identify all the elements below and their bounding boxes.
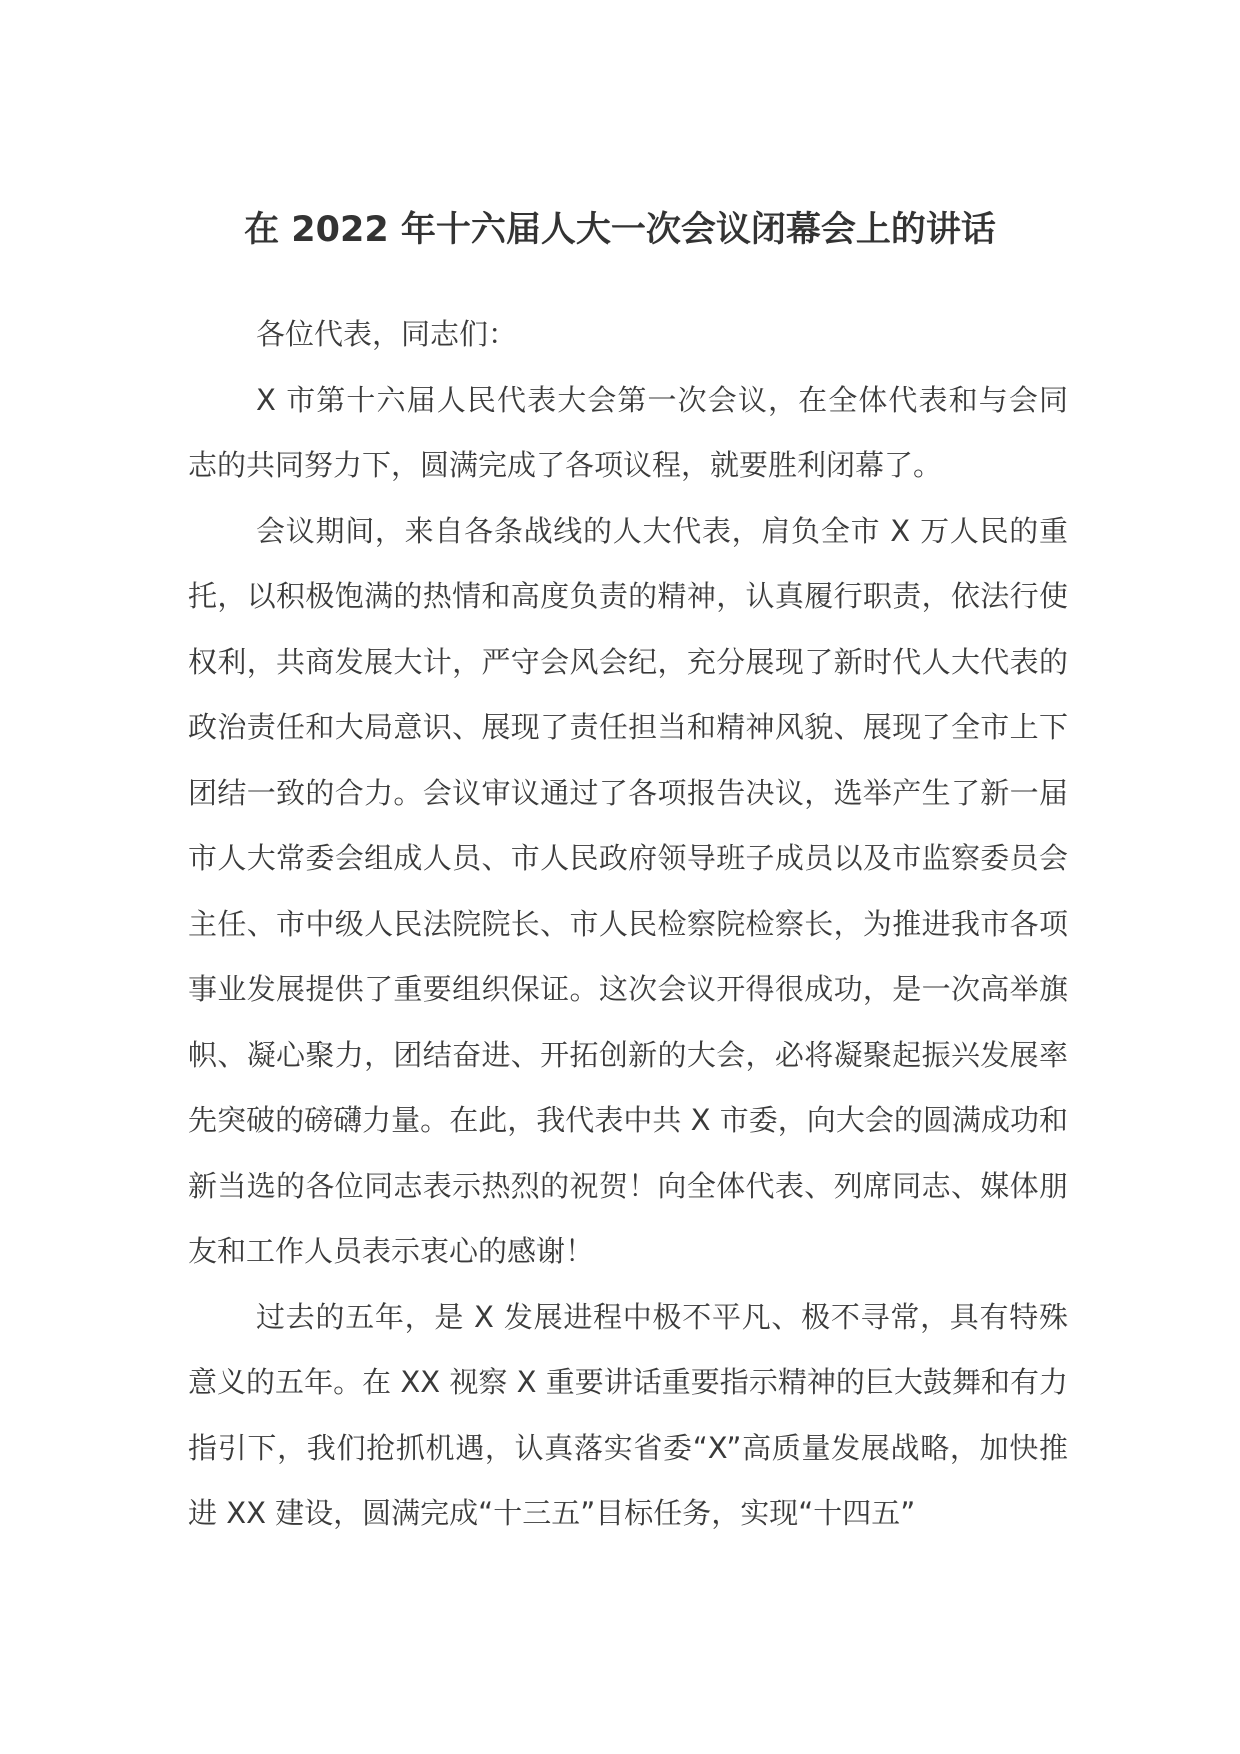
- paragraph-past-five-years: 过去的五年，是 X 发展进程中极不平凡、极不寻常，具有特殊意义的五年。在 XX 视察 X 重要讲话重要指示精神的巨大鼓舞和有力指引下，我们抢抓机遇，认真落实省委“X”高质量发展战略，加快推进 XX 建设，圆满完成“十三五”目标任务，实现“十四五”: [188, 1299, 1068, 1530]
- document-title: 在 2022 年十六届人大一次会议闭幕会上的讲话: [244, 210, 996, 250]
- paragraph-opening: X 市第十六届人民代表大会第一次会议，在全体代表和与会同志的共同努力下，圆满完成了各项议程，就要胜利闭幕了。: [188, 382, 1068, 482]
- document-body: [188, 302, 1068, 1547]
- paragraph-greeting: 各位代表，同志们：: [256, 317, 518, 351]
- paragraph-meeting-summary: 会议期间，来自各条战线的人大代表，肩负全市 X 万人民的重托，以积极饱满的热情和高度负责的精神，认真履行职责，依法行使权利，共商发展大计，严守会风会纪，充分展现了新时代人大代表的政治责任和大局意识、展现了责任担当和精神风貌、展现了全市上下团结一致的合力。会议审议通过了各项报告决议，选举产生了新一届市人大常委会组成人员、市人民政府领导班子成员以及市监察委员会主任、市中级人民法院院长、市人民检察院检察长，为推进我市各项事业发展提供了重要组织保证。这次会议开得很成功，是一次高举旗帜、凝心聚力，团结奋进、开拓创新的大会，必将凝聚起振兴发展率先突破的磅礴力量。在此，我代表中共 X 市委，向大会的圆满成功和新当选的各位同志表示热烈的祝贺！向全体代表、列席同志、媒体朋友和工作人员表示衷心的感谢！: [188, 513, 1068, 1268]
